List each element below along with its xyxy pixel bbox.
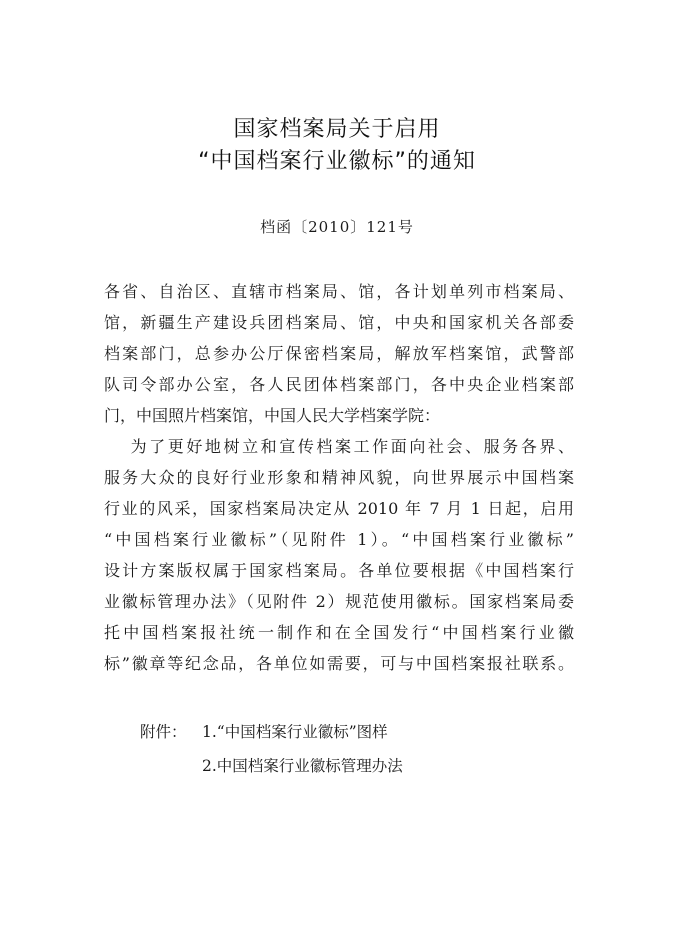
body-line: 业徽标管理办法》（见附件 2）规范使用徽标。国家档案局委 — [104, 592, 574, 611]
attachment-item: 2.中国档案行业徽标管理办法 — [202, 757, 403, 775]
document-title-line-2: “中国档案行业徽标”的通知 — [198, 149, 476, 174]
body-line: 队司令部办公室，各人民团体档案部门，各中央企业档案部 — [104, 375, 574, 394]
body-line: 服务大众的良好行业形象和精神风貌，向世界展示中国档案 — [104, 468, 574, 487]
body-line: 馆，新疆生产建设兵团档案局、馆，中央和国家机关各部委 — [104, 313, 574, 332]
body-line: 档案部门，总参办公厅保密档案局，解放军档案馆，武警部 — [104, 344, 574, 363]
document-title-line-1: 国家档案局关于启用 — [233, 117, 441, 142]
attachments-label: 附件： — [140, 723, 187, 741]
body-line: 设计方案版权属于国家档案局。各单位要根据《中国档案行 — [104, 561, 574, 580]
body-line: 为了更好地树立和宣传档案工作面向社会、服务各界、 — [112, 437, 574, 456]
body-line: 门，中国照片档案馆，中国人民大学档案学院： — [104, 406, 441, 425]
body-line: 各省、自治区、直辖市档案局、馆，各计划单列市档案局、 — [104, 282, 574, 301]
body-line: “中国档案行业徽标”（见附件 1）。“中国档案行业徽标” — [104, 530, 574, 549]
attachment-item: 1.“中国档案行业徽标”图样 — [202, 723, 388, 741]
document-number: 档函〔2010〕121号 — [260, 218, 414, 236]
body-line: 行业的风采，国家档案局决定从 2010 年 7 月 1 日起，启用 — [104, 499, 574, 518]
body-line: 标”徽章等纪念品，各单位如需要，可与中国档案报社联系。 — [104, 654, 574, 673]
body-line: 托中国档案报社统一制作和在全国发行“中国档案行业徽 — [104, 623, 574, 642]
